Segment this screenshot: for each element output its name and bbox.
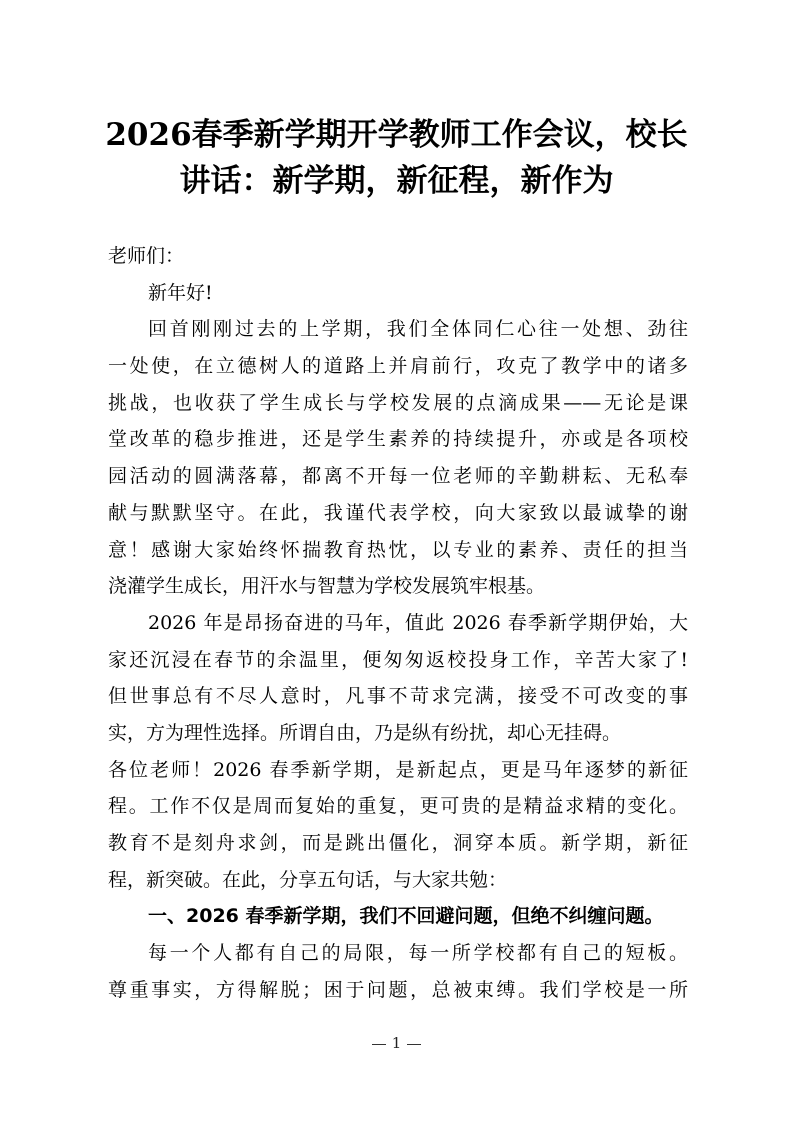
paragraph-line: 园活动的圆满落幕，都离不开每一位老师的辛勤耕耘、无私奉 — [108, 465, 688, 488]
paragraph-line: 堂改革的稳步推进，还是学生素养的持续提升，亦或是各项校 — [108, 428, 688, 451]
salutation: 老师们： — [108, 245, 185, 267]
paragraph-line: 尊重事实，方得解脱；困于问题，总被束缚。我们学校是一所 — [108, 978, 688, 1001]
title-line-1: 2026春季新学期开学教师工作会议，校长 — [105, 117, 688, 153]
document-body — [108, 238, 688, 1008]
paragraph-line: 浇灌学生成长，用汗水与智慧为学校发展筑牢根基。 — [108, 575, 546, 598]
dash-decoration — [372, 1044, 386, 1045]
paragraph-line: 家还沉浸在春节的余温里，便匆匆返校投身工作，辛苦大家了! — [108, 648, 688, 671]
paragraph-line: 一处使，在立德树人的道路上并肩前行，攻克了教学中的诸多 — [108, 355, 688, 378]
paragraph-line: 意！感谢大家始终怀揣教育热忱，以专业的素养、责任的担当 — [108, 538, 688, 561]
paragraph-line: 每一个人都有自己的局限，每一所学校都有自己的短板。 — [148, 942, 688, 965]
paragraph-line: 回首刚刚过去的上学期，我们全体同仁心往一处想、劲往 — [148, 318, 688, 341]
paragraph-line: 实，方为理性选择。所谓自由，乃是纵有纷扰，却心无挂碍。 — [108, 721, 622, 744]
paragraph-line: 程，新突破。在此，分享五句话，与大家共勉： — [108, 868, 508, 891]
paragraph-line: 但世事总有不尽人意时，凡事不苛求完满，接受不可改变的事 — [108, 685, 688, 708]
paragraph-line: 献与默默坚守。在此，我谨代表学校，向大家致以最诚挚的谢 — [108, 501, 688, 524]
paragraph-2 — [108, 605, 688, 899]
title-line-2: 讲话：新学期，新征程，新作为 — [179, 163, 614, 199]
section-heading-1: 一、2026 春季新学期，我们不回避问题，但绝不纠缠问题。 — [148, 905, 664, 928]
paragraph-line: 教育不是刻舟求剑，而是跳出僵化，洞穿本质。新学期，新征 — [108, 832, 688, 854]
paragraph-3 — [108, 935, 688, 1008]
paragraph-line: 2026 年是昂扬奋进的马年，值此 2026 春季新学期伊始，大 — [148, 611, 688, 634]
page-number: 1 — [391, 1034, 402, 1052]
paragraph-line: 程。工作不仅是周而复始的重复，更可贵的是精益求精的变化。 — [108, 795, 688, 818]
document-title — [90, 112, 703, 204]
paragraph-1 — [108, 311, 688, 605]
paragraph-line: 各位老师！2026 春季新学期，是新起点，更是马年逐梦的新征 — [108, 758, 688, 781]
page-footer — [0, 1034, 793, 1052]
dash-decoration — [407, 1044, 421, 1045]
paragraph-line: 挑战，也收获了学生成长与学校发展的点滴成果——无论是课 — [108, 391, 688, 414]
greeting: 新年好! — [148, 281, 213, 304]
